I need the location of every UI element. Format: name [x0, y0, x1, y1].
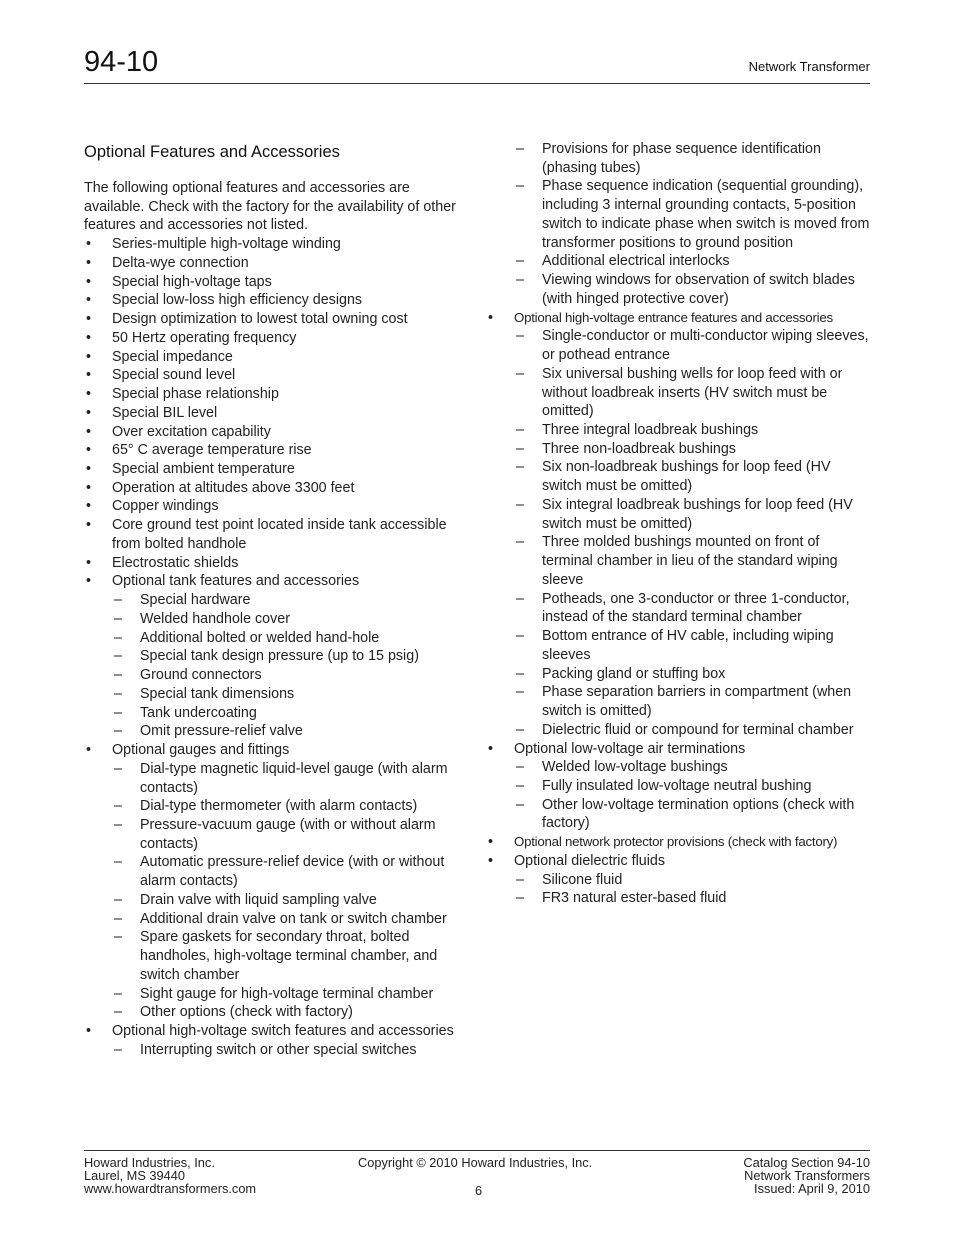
list-item [84, 460, 468, 479]
item-text: Special high-voltage taps [112, 273, 272, 290]
dash-marker: – [114, 667, 122, 684]
dash-marker: – [114, 816, 122, 833]
item-text: Omit pressure-relief valve [140, 723, 303, 740]
sub-list-item [514, 533, 870, 589]
sub-list-item [514, 365, 870, 421]
sub-list-item [514, 327, 870, 364]
item-text: Interrupting switch or other special switches [140, 1041, 417, 1058]
item-text: Special tank design pressure (up to 15 psig) [140, 648, 419, 665]
footer-catalog [743, 1156, 870, 1196]
gauges-group-label: Optional gauges and fittings [112, 742, 290, 759]
list-item [84, 741, 468, 760]
sub-list-item [514, 440, 870, 459]
item-text: Other low-voltage termination options (check with factory) [542, 796, 855, 832]
dash-marker: – [516, 253, 524, 270]
bullet-marker: • [86, 498, 92, 515]
sub-list-item [112, 816, 468, 853]
item-text: Viewing windows for observation of switch blades (with hinged protective cover) [542, 272, 855, 307]
item-text: Six universal bushing wells for loop feed with or without loadbreak inserts (HV switch must be omitted) [542, 365, 843, 420]
bullet-marker: • [86, 479, 92, 496]
list-item [84, 291, 468, 310]
sub-list-item [514, 683, 870, 720]
item-text: Fully insulated low-voltage neutral bushing [542, 777, 812, 794]
dash-marker: – [114, 760, 122, 777]
dielectric-label: Optional dielectric fluids [514, 852, 665, 869]
list-item [84, 254, 468, 273]
item-text: Special hardware [140, 592, 251, 609]
dash-marker: – [516, 272, 524, 289]
dash-marker: – [114, 891, 122, 908]
footer-catalog-section: Catalog Section 94-10 [743, 1155, 870, 1170]
bullet-marker: • [86, 554, 92, 571]
item-text: Sight gauge for high-voltage terminal chamber [140, 985, 434, 1002]
item-text: Spare gaskets for secondary throat, bolted handholes, high-voltage terminal chamber, and switch chamber [140, 929, 438, 983]
list-item [84, 329, 468, 348]
item-text: Three molded bushings mounted on front of terminal chamber in lieu of the standard wiping sleeve [542, 534, 838, 588]
bullet-marker: • [86, 254, 92, 271]
switch-group [84, 1022, 468, 1041]
item-text: Other options (check with factory) [140, 1004, 353, 1021]
page-number: 6 [475, 1183, 483, 1198]
bullet-marker: • [86, 573, 92, 590]
sub-list-item [514, 721, 870, 740]
sub-list-item [514, 177, 870, 252]
bullet-marker: • [86, 461, 92, 478]
sub-list-item [514, 458, 870, 495]
dash-marker: – [516, 440, 524, 457]
sub-list-item [112, 722, 468, 741]
list-item [84, 1022, 468, 1041]
sub-list-item [514, 421, 870, 440]
section-heading: Optional Features and Accessories [84, 143, 340, 161]
sub-list-item [112, 685, 468, 704]
dash-marker: – [516, 459, 524, 476]
bullet-marker: • [488, 740, 494, 757]
sub-list-item [112, 610, 468, 629]
item-text: Welded low-voltage bushings [542, 759, 728, 776]
dash-marker: – [516, 871, 524, 888]
item-text: Automatic pressure-relief device (with or without alarm contacts) [140, 854, 445, 890]
dash-marker: – [114, 929, 122, 946]
item-text: Special ambient temperature [112, 461, 295, 478]
list-item [84, 348, 468, 367]
dash-marker: – [516, 796, 524, 813]
sub-list-item [514, 871, 870, 890]
item-text: Dielectric fluid or compound for terminal chamber [542, 721, 854, 738]
dash-marker: – [114, 592, 122, 609]
sub-list-item [514, 627, 870, 664]
list-item [84, 497, 468, 516]
list-item [84, 366, 468, 385]
dash-marker: – [114, 685, 122, 702]
list-item [84, 385, 468, 404]
item-text: Design optimization to lowest total owning cost [112, 311, 408, 328]
lv-air-label: Optional low-voltage air terminations [514, 740, 746, 757]
bullet-marker: • [86, 273, 92, 290]
dash-marker: – [114, 1041, 122, 1058]
footer-website[interactable]: www.howardtransformers.com [84, 1181, 257, 1197]
item-text: Dial-type magnetic liquid-level gauge (with alarm contacts) [140, 760, 448, 796]
item-text: Welded handhole cover [140, 610, 290, 627]
footer-issued: Issued: April 9, 2010 [754, 1181, 870, 1197]
dash-marker: – [516, 141, 524, 157]
item-text: Six non-loadbreak bushings for loop feed (HV switch must be omitted) [542, 459, 831, 495]
dash-marker: – [516, 422, 524, 439]
item-text: Packing gland or stuffing box [542, 665, 726, 682]
item-text: Special low-loss high efficiency designs [112, 292, 363, 309]
sub-list-item [112, 853, 468, 890]
switch-group-label: Optional high-voltage switch features and accessories [112, 1023, 454, 1040]
footer-address [84, 1156, 256, 1196]
list-item [84, 479, 468, 498]
tank-group [84, 572, 468, 591]
sub-list-item [112, 985, 468, 1004]
item-text: Over excitation capability [112, 423, 271, 440]
header-rule [84, 83, 870, 84]
feature-list [84, 235, 468, 572]
list-item [486, 852, 870, 908]
sub-list-item [514, 271, 870, 308]
item-text: Additional bolted or welded hand-hole [140, 629, 380, 646]
sub-list-item [514, 758, 870, 777]
bullet-marker: • [488, 852, 494, 869]
dash-marker: – [114, 610, 122, 627]
intro-paragraph: The following optional features and accessories are available. Check with the factory for the availability of other features and accessories not listed. [84, 180, 456, 234]
bullet-marker: • [86, 329, 92, 346]
switch-sublist-continued [514, 140, 870, 309]
item-text: 65° C average temperature rise [112, 442, 312, 459]
item-text: Additional electrical interlocks [542, 253, 730, 270]
tank-group-label: Optional tank features and accessories [112, 573, 360, 590]
bullet-marker: • [86, 404, 92, 421]
item-text: Dial-type thermometer (with alarm contacts) [140, 798, 418, 815]
header-title: Network Transformer [748, 59, 870, 74]
bullet-marker: • [86, 348, 92, 365]
sub-list-item [112, 891, 468, 910]
dash-marker: – [516, 665, 524, 682]
dash-marker: – [114, 854, 122, 871]
list-item [84, 554, 468, 573]
item-text: Single-conductor or multi-conductor wiping sleeves, or pothead entrance [542, 328, 869, 364]
item-text: 50 Hertz operating frequency [112, 329, 297, 346]
sub-list-item [112, 1041, 468, 1060]
item-text: Electrostatic shields [112, 554, 239, 571]
item-text: FR3 natural ester-based fluid [542, 890, 727, 907]
hv-entrance-label: Optional high-voltage entrance features and accessories [514, 309, 833, 325]
bullet-marker: • [86, 442, 92, 459]
list-item [486, 740, 870, 834]
list-item [84, 441, 468, 460]
sub-list-item [112, 591, 468, 610]
bullet-marker: • [488, 834, 494, 851]
footer-copyright: Copyright © 2010 Howard Industries, Inc. [358, 1155, 593, 1170]
item-text: Special sound level [112, 367, 236, 384]
dash-marker: – [114, 723, 122, 740]
dash-marker: – [516, 721, 524, 738]
bullet-marker: • [86, 517, 92, 534]
footer-city: Laurel, MS 39440 [84, 1168, 186, 1184]
item-text: Provisions for phase sequence identification (phasing tubes) [542, 141, 821, 176]
list-item [84, 423, 468, 442]
hv-entrance-group [486, 309, 870, 909]
item-text: Ground connectors [140, 667, 262, 684]
item-text: Drain valve with liquid sampling valve [140, 891, 377, 908]
dash-marker: – [516, 328, 524, 345]
dash-marker: – [516, 496, 524, 513]
right-column [486, 140, 870, 908]
dash-marker: – [516, 365, 524, 382]
item-text: Core ground test point located inside tank accessible from bolted handhole [112, 517, 447, 552]
gauges-sublist [112, 760, 468, 1022]
dash-marker: – [114, 704, 122, 721]
dash-marker: – [516, 777, 524, 794]
sub-list-item [514, 496, 870, 533]
dash-marker: – [516, 759, 524, 776]
sub-list-item [112, 797, 468, 816]
dash-marker: – [114, 985, 122, 1002]
left-column [84, 140, 468, 1060]
item-text: Three integral loadbreak bushings [542, 422, 759, 439]
dash-marker: – [516, 684, 524, 701]
footer-rule [84, 1150, 870, 1151]
network-protector-label: Optional network protector provisions (check with factory) [514, 834, 838, 850]
dash-marker: – [114, 910, 122, 927]
bullet-marker: • [86, 423, 92, 440]
dash-marker: – [516, 628, 524, 645]
bullet-marker: • [488, 309, 494, 326]
sub-list-item [514, 252, 870, 271]
sub-list-item [514, 590, 870, 627]
item-text: Tank undercoating [140, 704, 257, 721]
lv-air-sublist [514, 758, 870, 833]
sub-list-item [112, 704, 468, 723]
footer-product: Network Transformers [744, 1168, 870, 1184]
sub-list-item [112, 1003, 468, 1022]
item-text: Series-multiple high-voltage winding [112, 236, 341, 253]
list-item [486, 309, 870, 740]
sub-list-item [112, 928, 468, 984]
item-text: Three non-loadbreak bushings [542, 440, 736, 457]
tank-sublist [112, 591, 468, 741]
dash-marker: – [516, 890, 524, 907]
bullet-marker: • [86, 367, 92, 384]
item-text: Potheads, one 3-conductor or three 1-conductor, instead of the standard terminal chamber [542, 590, 850, 626]
dash-marker: – [114, 629, 122, 646]
item-text: Six integral loadbreak bushings for loop feed (HV switch must be omitted) [542, 496, 853, 532]
item-text: Additional drain valve on tank or switch chamber [140, 910, 447, 927]
bullet-marker: • [86, 311, 92, 328]
sub-list-item [514, 796, 870, 833]
item-text: Special tank dimensions [140, 685, 295, 702]
bullet-marker: • [86, 292, 92, 309]
sub-list-item [112, 647, 468, 666]
gauges-group [84, 741, 468, 760]
dash-marker: – [516, 534, 524, 551]
item-text: Special phase relationship [112, 386, 279, 403]
bullet-marker: • [86, 236, 92, 253]
sub-list-item [514, 777, 870, 796]
dielectric-sublist [514, 871, 870, 908]
dash-marker: – [114, 648, 122, 665]
item-text: Silicone fluid [542, 871, 623, 888]
item-text: Delta-wye connection [112, 254, 249, 271]
dash-marker: – [516, 178, 524, 195]
footer-company: Howard Industries, Inc. [84, 1155, 215, 1170]
sub-list-item [514, 140, 870, 177]
item-text: Operation at altitudes above 3300 feet [112, 479, 355, 496]
dash-marker: – [516, 590, 524, 607]
bullet-marker: • [86, 742, 92, 759]
list-item [84, 516, 468, 553]
sub-list-item [112, 910, 468, 929]
item-text: Phase sequence indication (sequential grounding), including 3 internal grounding contacts, 5-position switch to indicate phase when switch is moved from transformer positions to ground position [542, 178, 870, 251]
sub-list-item [112, 760, 468, 797]
bullet-marker: • [86, 386, 92, 403]
list-item [486, 833, 870, 852]
list-item [84, 572, 468, 591]
item-text: Phase separation barriers in compartment (when switch is omitted) [542, 684, 852, 720]
item-text: Special BIL level [112, 404, 218, 421]
sub-list-item [112, 629, 468, 648]
dash-marker: – [114, 798, 122, 815]
item-text: Copper windings [112, 498, 219, 515]
item-text: Special impedance [112, 348, 233, 365]
list-item [84, 273, 468, 292]
bullet-marker: • [86, 1023, 92, 1040]
list-item [84, 404, 468, 423]
hv-entrance-sublist [514, 327, 870, 739]
sub-list-item [514, 665, 870, 684]
section-number: 94-10 [84, 46, 159, 78]
item-text: Bottom entrance of HV cable, including wiping sleeves [542, 628, 834, 663]
dash-marker: – [114, 1004, 122, 1021]
list-item [84, 310, 468, 329]
switch-sublist [112, 1041, 468, 1060]
sub-list-item [112, 666, 468, 685]
item-text: Pressure-vacuum gauge (with or without alarm contacts) [140, 816, 436, 852]
list-item [84, 235, 468, 254]
sub-list-item [514, 889, 870, 908]
